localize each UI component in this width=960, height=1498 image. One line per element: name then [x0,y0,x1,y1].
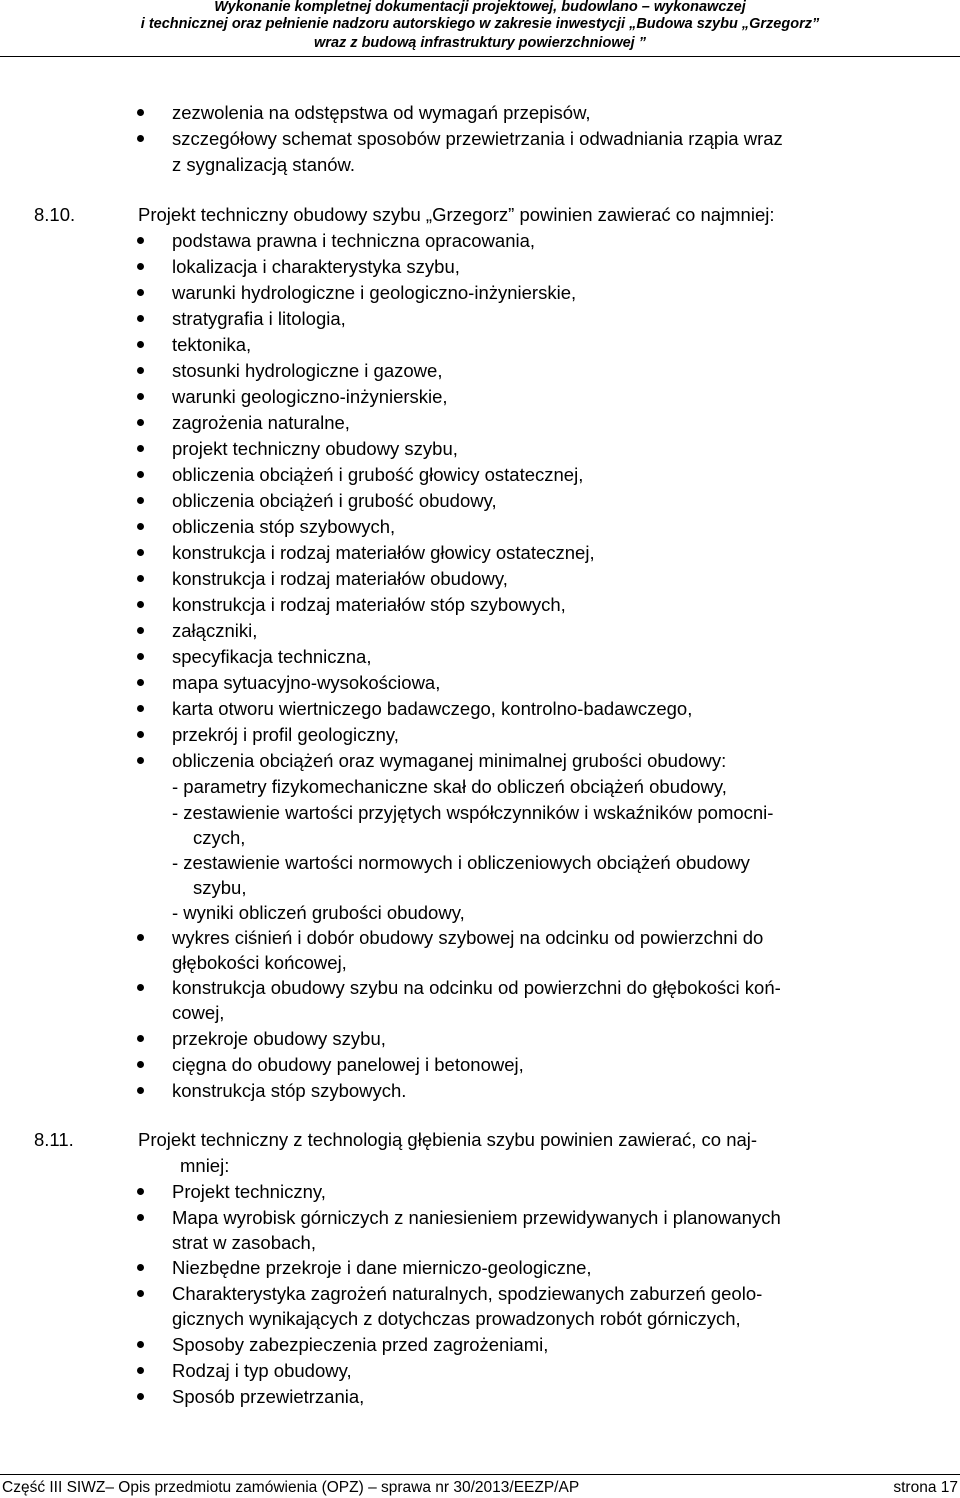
bullet-icon [137,549,144,556]
list-item: stratygrafia i litologia, [172,308,346,329]
list-item: konstrukcja i rodzaj materiałów obudowy, [172,568,508,589]
sub-item: - wyniki obliczeń grubości obudowy, [172,902,465,923]
list-item: obliczenia obciążeń i grubość głowicy ostatecznej, [172,464,584,485]
list-item: stosunki hydrologiczne i gazowe, [172,360,443,381]
bullet-icon [137,757,144,764]
bullet-icon [137,984,144,991]
list-item: Sposób przewietrzania, [172,1386,365,1407]
bullet-icon [137,289,144,296]
bullet-icon [137,934,144,941]
list-item: obliczenia obciążeń i grubość obudowy, [172,490,497,511]
intro-item: z sygnalizacją stanów. [172,154,356,175]
list-item: tektonika, [172,334,252,355]
sub-item: - zestawienie wartości przyjętych współczynników i wskaźników pomocni- [172,802,774,823]
bullet-icon [137,135,144,142]
sub-item: - parametry fizykomechaniczne skał do obliczeń obciążeń obudowy, [172,776,727,797]
bullet-icon [137,471,144,478]
section-number-8-11: 8.11. [34,1129,74,1150]
list-item: załączniki, [172,620,258,641]
bullet-icon [137,109,144,116]
bullet-icon [137,1290,144,1297]
bullet-icon [137,445,144,452]
bullet-icon [137,679,144,686]
list-item: projekt techniczny obudowy szybu, [172,438,458,459]
bullet-icon [137,419,144,426]
header-rule [0,56,960,57]
sub-item: czych, [193,827,246,848]
section-number-8-10: 8.10. [34,204,76,225]
list-item: zagrożenia naturalne, [172,412,350,433]
list-item: strat w zasobach, [172,1232,316,1253]
bullet-icon [137,1367,144,1374]
bullet-icon [137,341,144,348]
list-item: obliczenia obciążeń oraz wymaganej minimalnej grubości obudowy: [172,750,727,771]
list-item: karta otworu wiertniczego badawczego, kontrolno-badawczego, [172,698,693,719]
bullet-icon [137,731,144,738]
list-item: warunki hydrologiczne i geologiczno-inżynierskie, [172,282,577,303]
bullet-icon [137,1035,144,1042]
list-item: Projekt techniczny, [172,1181,326,1202]
page-number: strona 17 [893,1479,958,1496]
bullet-icon [137,367,144,374]
header-line-1: Wykonanie kompletnej dokumentacji projektowej, budowlano – wykonawczej [214,0,746,15]
bullet-icon [137,627,144,634]
list-item: konstrukcja i rodzaj materiałów stóp szybowych, [172,594,566,615]
list-item: Rodzaj i typ obudowy, [172,1360,352,1381]
list-item: specyfikacja techniczna, [172,646,372,667]
bullet-icon [137,1341,144,1348]
list-item: wykres ciśnień i dobór obudowy szybowej na odcinku od powierzchni do [172,927,764,948]
bullet-icon [137,1264,144,1271]
bullet-icon [137,315,144,322]
list-item: cięgna do obudowy panelowej i betonowej, [172,1054,524,1075]
list-item: konstrukcja stóp szybowych. [172,1080,407,1101]
list-item: Mapa wyrobisk górniczych z naniesieniem przewidywanych i planowanych [172,1207,781,1228]
intro-item: szczegółowy schemat sposobów przewietrzania i odwadniania rząpia wraz [172,128,783,149]
list-item: głębokości końcowej, [172,952,347,973]
bullet-icon [137,523,144,530]
bullet-icon [137,263,144,270]
bullet-icon [137,653,144,660]
bullet-icon [137,601,144,608]
section-title-8-10: Projekt techniczny obudowy szybu „Grzegorz” powinien zawierać co najmniej: [138,204,775,225]
intro-item: zezwolenia na odstępstwa od wymagań przepisów, [172,102,591,123]
list-item: gicznych wynikających z dotychczas prowadzonych robót górniczych, [172,1308,741,1329]
list-item: konstrukcja obudowy szybu na odcinku od powierzchni do głębokości koń- [172,977,781,998]
list-item: Charakterystyka zagrożeń naturalnych, spodziewanych zaburzeń geolo- [172,1283,763,1304]
list-item: Niezbędne przekroje i dane mierniczo-geologiczne, [172,1257,592,1278]
footer-rule [0,1474,960,1475]
bullet-icon [137,575,144,582]
list-item: przekrój i profil geologiczny, [172,724,399,745]
header-line-2: i technicznej oraz pełnienie nadzoru autorskiego w zakresie inwestycji „Budowa szybu „Grzegorz” [140,16,820,32]
list-item: przekroje obudowy szybu, [172,1028,386,1049]
list-item: obliczenia stóp szybowych, [172,516,396,537]
bullet-icon [137,1393,144,1400]
footer-document-info: Część III SIWZ– Opis przedmiotu zamówienia (OPZ) – sprawa nr 30/2013/EEZP/AP [2,1479,580,1496]
section-title-8-11-cont: mniej: [180,1155,230,1176]
list-item: cowej, [172,1002,225,1023]
list-item: warunki geologiczno-inżynierskie, [172,386,448,407]
list-item: konstrukcja i rodzaj materiałów głowicy ostatecznej, [172,542,595,563]
sub-item: szybu, [193,877,247,898]
header-line-3: wraz z budową infrastruktury powierzchniowej ” [314,35,646,51]
bullet-icon [137,1087,144,1094]
list-item: podstawa prawna i techniczna opracowania, [172,230,536,251]
list-item: Sposoby zabezpieczenia przed zagrożeniami, [172,1334,549,1355]
section-title-8-11: Projekt techniczny z technologią głębienia szybu powinien zawierać, co naj- [138,1129,758,1150]
bullet-icon [137,497,144,504]
bullet-icon [137,1214,144,1221]
list-item: mapa sytuacyjno-wysokościowa, [172,672,441,693]
sub-item: - zestawienie wartości normowych i obliczeniowych obciążeń obudowy [172,852,750,873]
bullet-icon [137,1061,144,1068]
bullet-icon [137,705,144,712]
bullet-icon [137,393,144,400]
bullet-icon [137,237,144,244]
bullet-icon [137,1188,144,1195]
list-item: lokalizacja i charakterystyka szybu, [172,256,460,277]
